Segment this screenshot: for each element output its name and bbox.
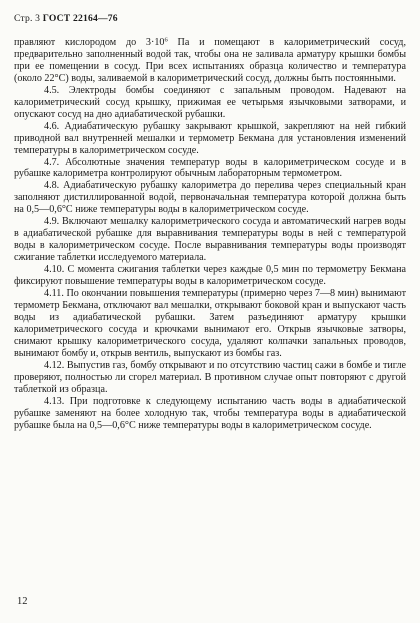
document-body (14, 37, 406, 431)
paragraph-4-6: 4.6. Адиабатическую рубашку закрывают крышкой, закрепляют на ней гибкий приводной вал внутренней мешалки и термометр Бекмана для установления изменений температуры в калориметрическом сосуде. (14, 120, 406, 156)
page-label: Стр. 3 (14, 13, 41, 24)
paragraph-4-11: 4.11. По окончании повышения температуры (примерно через 7—8 мин) вынимают термометр Бекмана, отключают вал мешалки, открывают боковой кран и выпускают часть воды из адиабатической рубашки. Затем разъединяют арматуру крышки калориметрического сосуда и крючками вынимают его. Открыв язычковые затворы, снимают крышку калориметрического сосуда, удаляют колпачки запальных проводов, вынимают бомбу и, открыв вентиль, выпускают из бомбы газ. (14, 288, 406, 359)
exponent: 6 (164, 36, 168, 44)
paragraph-text: правляют кислородом до 3·10 (14, 37, 165, 48)
paragraph-4-13: 4.13. При подготовке к следующему испытанию часть воды в адиабатической рубашке заменяют на более холодную так, чтобы температура воды в адиабатической рубашке была на 0,5—0,6°С ниже температуры воды в калориметрическом сосуде. (14, 395, 406, 431)
page-number: 12 (17, 596, 28, 607)
paragraph-4-10: 4.10. С момента сжигания таблетки через каждые 0,5 мин по термометру Бекмана фиксируют повышение температуры воды в калориметрическом сосуде. (14, 264, 406, 288)
paragraph-4-7: 4.7. Абсолютные значения температур воды в калориметрическом сосуде и в рубашке калориметра контролируют обычным лабораторным термометром. (14, 156, 406, 180)
paragraph-continued (14, 37, 406, 85)
paragraph-4-8: 4.8. Адиабатическую рубашку калориметра до перелива через специальный кран заполняют дистиллированной водой, первоначальная температура которой должна быть на 0,5—0,6°С ниже температуры воды в калориметрическом сосуде. (14, 180, 406, 216)
paragraph-4-9: 4.9. Включают мешалку калориметрического сосуда и автоматический нагрев воды в адиабатической рубашке для выравнивания температуры воды в ней с температурой воды в калориметрическом сосуде. После выравнивания температуры воды производят сжигание таблетки исследуемого материала. (14, 216, 406, 264)
page-header (14, 13, 118, 24)
paragraph-4-12: 4.12. Выпустив газ, бомбу открывают и по отсутствию частиц сажи в бомбе и тигле проверяют, полностью ли сгорел материал. В противном случае опыт повторяют с другой таблеткой из образца. (14, 359, 406, 395)
paragraph-text: Па и помещают в калориметрический сосуд, предварительно заполненный водой так, чтобы она не заливала арматуру крышки бомбы при ее помещении в сосуд. При всех испытаниях образца количество и температура (около 22°С) воды, заливаемой в калориметрический сосуд, должны быть постоянными. (14, 37, 406, 84)
paragraph-4-5: 4.5. Электроды бомбы соединяют с запальным проводом. Надевают на калориметрический сосуд крышку, прижимая ее четырьмя язычковыми затворами, и опускают сосуд на дно адиабатической рубашки. (14, 84, 406, 120)
standard-number: ГОСТ 22164—76 (42, 13, 118, 24)
